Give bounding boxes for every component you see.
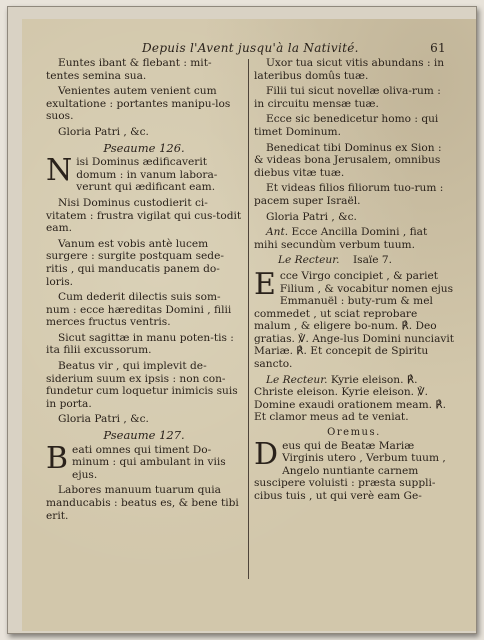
- verse: Nisi Dominus custodierit ci-vitatem : frustra vigilat qui cus-todit eam.: [46, 196, 242, 235]
- verse: Beatus vir , qui implevit de-siderium suum ex ipsis : non con-fundetur cum loquetur inimicis suis in porta.: [46, 360, 238, 410]
- right-column: [254, 57, 454, 506]
- drop-cap: D: [254, 436, 279, 472]
- lesson-heading: [254, 254, 454, 267]
- verse: Sicut sagittæ in manu poten-tis : ita filii excussorum.: [46, 331, 234, 357]
- left-column: [46, 57, 242, 525]
- scripture-reference: Isaïe 7.: [352, 254, 393, 267]
- rector-label: Le Recteur.: [266, 373, 328, 386]
- verse: Et videas filios filiorum tuo-rum : pacem super Israël.: [254, 182, 444, 207]
- verse: Vanum est vobis antè lucem surgere : surgite postquam sede-ritis , qui manducatis panem do-loris.: [46, 237, 224, 288]
- book-page: [22, 19, 476, 631]
- page-number: 61: [430, 41, 446, 55]
- verse: Uxor tua sicut vitis abundans : in lateribus domûs tuæ.: [254, 57, 445, 82]
- verse: Benedicat tibi Dominus ex Sion : & videas bona Jerusalem, omnibus diebus vitæ tuæ.: [254, 141, 442, 179]
- verse-text: eati omnes qui timent Do-minum : qui ambulant in viis ejus.: [72, 443, 226, 481]
- versicles-text: Kyrie eleison. ℟. Christe eleison. Kyrie eleison. ℣. Domine exaudi orationem meam. ℟. Et clamor meus ad te veniat.: [254, 373, 446, 424]
- verse: Cum dederit dilectis suis som-num : ecce hæreditas Domini , filii merces fructus ventris.: [46, 291, 232, 329]
- doxology: Gloria Patri , &c.: [58, 125, 149, 138]
- drop-cap: E: [254, 266, 276, 302]
- running-header: [142, 41, 446, 55]
- text-line: tentes semina sua.: [46, 69, 147, 82]
- lesson-body: cce Virgo concipiet , & pariet Filium , & vocabitur nomen ejus Emmanuël : buty-rum & mel commedet , ut sciat reprobare malum , & eligere bo-num. ℟. Deo gratias. ℣. Ange-lus Domini nunciavit Mariæ. ℟. Et concepit de Spiritu sancto.: [254, 269, 455, 371]
- oremus-heading: Oremus.: [327, 427, 381, 439]
- verse: Venientes autem venient cum exultatione : portantes manipu-los suos.: [46, 85, 231, 123]
- antiphon-text: Ecce Ancilla Domini , fiat mihi secundùm verbum tuum.: [254, 226, 428, 251]
- antiphon: [254, 226, 454, 251]
- collect-text: eus qui de Beatæ Mariæ Virginis utero , Verbum tuum , Angelo nuntiante carnem suscipere voluisti : præsta suppli-cibus tuis , ut qui verè eam Ge-: [254, 439, 446, 502]
- psalm-heading: Pseaume 126.: [103, 140, 185, 155]
- doxology: Gloria Patri , &c.: [266, 210, 357, 223]
- verse: [46, 440, 242, 482]
- drop-cap: B: [46, 440, 69, 476]
- running-title: Depuis l'Avent jusqu'à la Nativité.: [142, 41, 359, 55]
- verse-text: isi Dominus ædificaverit domum : in vanum labora-verunt qui ædificant eam.: [76, 156, 218, 194]
- versicles: [254, 374, 454, 424]
- lesson-text: [254, 266, 455, 371]
- drop-cap: N: [46, 153, 73, 189]
- verse: Filii tui sicut novellæ oliva-rum : in circuitu mensæ tuæ.: [254, 85, 441, 110]
- column-divider: [248, 59, 249, 579]
- doxology: Gloria Patri , &c.: [58, 413, 149, 426]
- collect: [254, 436, 454, 503]
- verse: Labores manuum tuarum quia manducabis : beatus es, & bene tibi erit.: [46, 484, 239, 522]
- verse: Ecce sic benedicetur homo : qui timet Dominum.: [254, 113, 439, 138]
- text-line: Euntes ibant & flebant : mit-: [58, 57, 212, 69]
- page-frame: [7, 6, 477, 634]
- verse: [46, 153, 242, 194]
- psalm-heading: Pseaume 127.: [103, 428, 185, 443]
- antiphon-label: Ant.: [266, 226, 289, 239]
- rector-label: Le Recteur.: [278, 254, 340, 267]
